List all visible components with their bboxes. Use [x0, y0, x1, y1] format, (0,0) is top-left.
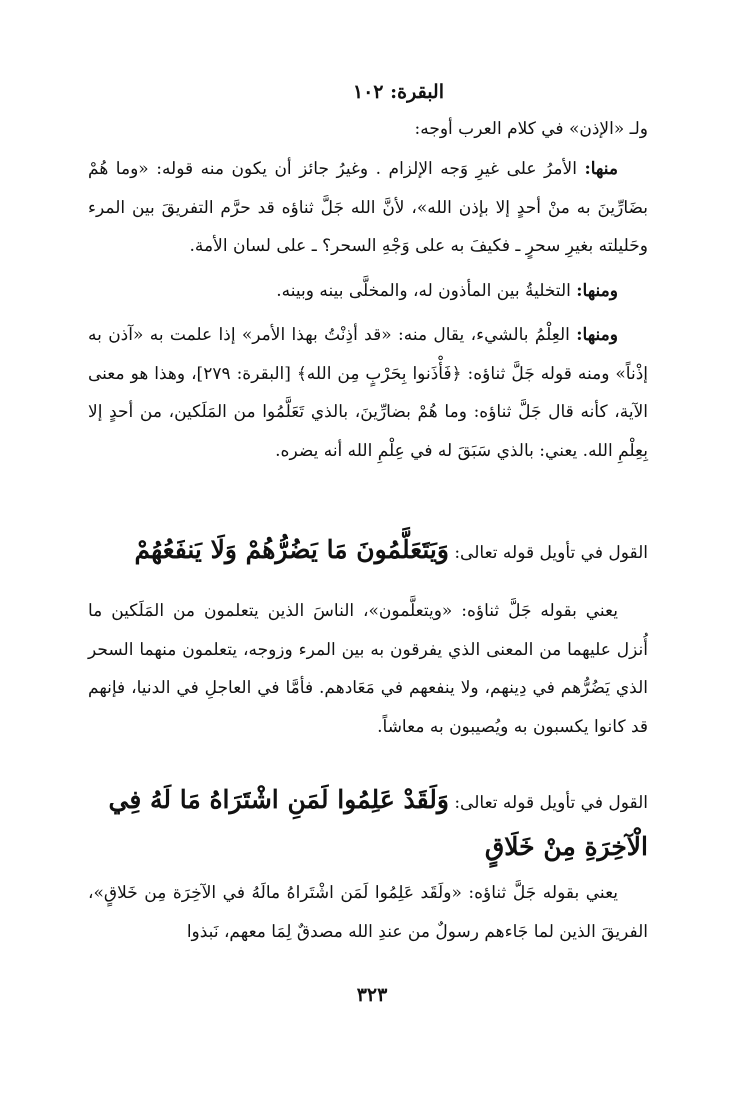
meanings-block — [88, 150, 648, 470]
heading-prefix: القول في تأويل قوله تعالى: — [448, 543, 648, 563]
section-1-body — [88, 592, 648, 746]
page-number: ٣٢٣ — [356, 984, 388, 1006]
heading-prefix: القول في تأويل قوله تعالى: — [448, 793, 648, 813]
meaning-paragraph — [88, 272, 648, 311]
commentary-paragraph: يعني بقوله جَلَّ ثناؤه: «ولَقَد عَلِمُوا لَمَن اشْتَراهُ مالَهُ في الآخِرَة مِن خَلاقٍ»، الفريقَ الذين لما جَاءهم رسولٌ من عندِ الله مصدقٌ لِمَا معهم، نَبذوا — [88, 883, 648, 942]
quran-verse: وَلَقَدْ عَلِمُوا لَمَنِ اشْتَرَاهُ مَا لَهُ فِي الْآخِرَةِ مِنْ خَلَاقٍ — [108, 785, 648, 861]
commentary-paragraph: يعني بقوله جَلَّ ثناؤه: «ويتعلَّمون»، الناسَ الذين يتعلمون من المَلَكين ما أُنزل عليهما من المعنى الذي يفرقون به بين المرء وزوجه، يتعلمون منهما السحر الذي يَضُرُّهم في دِينهم، ولا ينفعهم في مَعَادهم. فأمَّا في العاجلِ في الدنيا، فإنهم قد كانوا يكسبون به ويُصيبون به معاشاً. — [88, 601, 648, 737]
meaning-text: التخليةُ بين المأذون له، والمخلَّى بينه وبينه. — [276, 280, 577, 301]
section-heading-1 — [88, 528, 648, 575]
intro-block — [88, 110, 648, 149]
meaning-paragraph — [88, 316, 648, 470]
page-header: البقرة: ١٠٢ — [352, 81, 444, 103]
section-heading-2 — [88, 778, 648, 872]
meaning-lead: ومنها: — [576, 325, 618, 345]
quran-verse: وَيَتَعَلَّمُونَ مَا يَضُرُّهُمْ وَلَا يَنفَعُهُمْ — [134, 535, 449, 564]
meaning-paragraph — [88, 150, 648, 266]
meaning-lead: منها: — [584, 159, 618, 179]
meaning-lead: ومنها: — [576, 280, 618, 301]
meaning-text: الأمرُ على غيرِ وَجه الإلزام . وغيرُ جائز أن يكون منه قوله: «وما هُمْ بضَارِّينَ به منْ أحدٍ إلا بإذن الله»، لأنَّ الله جَلَّ ثناؤه قد حرَّم التفريقَ بين المرء وحَليلته بغيرِ سحرٍ ـ فكيفَ به على وَجْهِ السحر؟ ـ على لسان الأمة. — [88, 159, 648, 256]
section-2-body — [88, 874, 648, 951]
intro-line: ولـ «الإذن» في كلام العرب أوجه: — [414, 119, 648, 139]
meaning-text: العِلْمُ بالشيء، يقال منه: «قد أذِنْتُ بهذا الأمر» إذا علمت به «آذن به إذْناً» ومنه قوله جَلَّ ثناؤه: ﴿فَأْذَنوا بِحَرْبٍ مِن الله﴾ [البقرة: ٢٧٩]، وهذا هو معنى الآية، كأنه قال جَلَّ ثناؤه: وما هُمْ بضارِّينَ، بالذي تَعَلَّمُوا من المَلَكين، من أحدٍ إلا بِعِلْمِ الله. يعني: بالذي سَبَقَ له في عِلْمِ الله أنه يضره. — [88, 325, 648, 461]
